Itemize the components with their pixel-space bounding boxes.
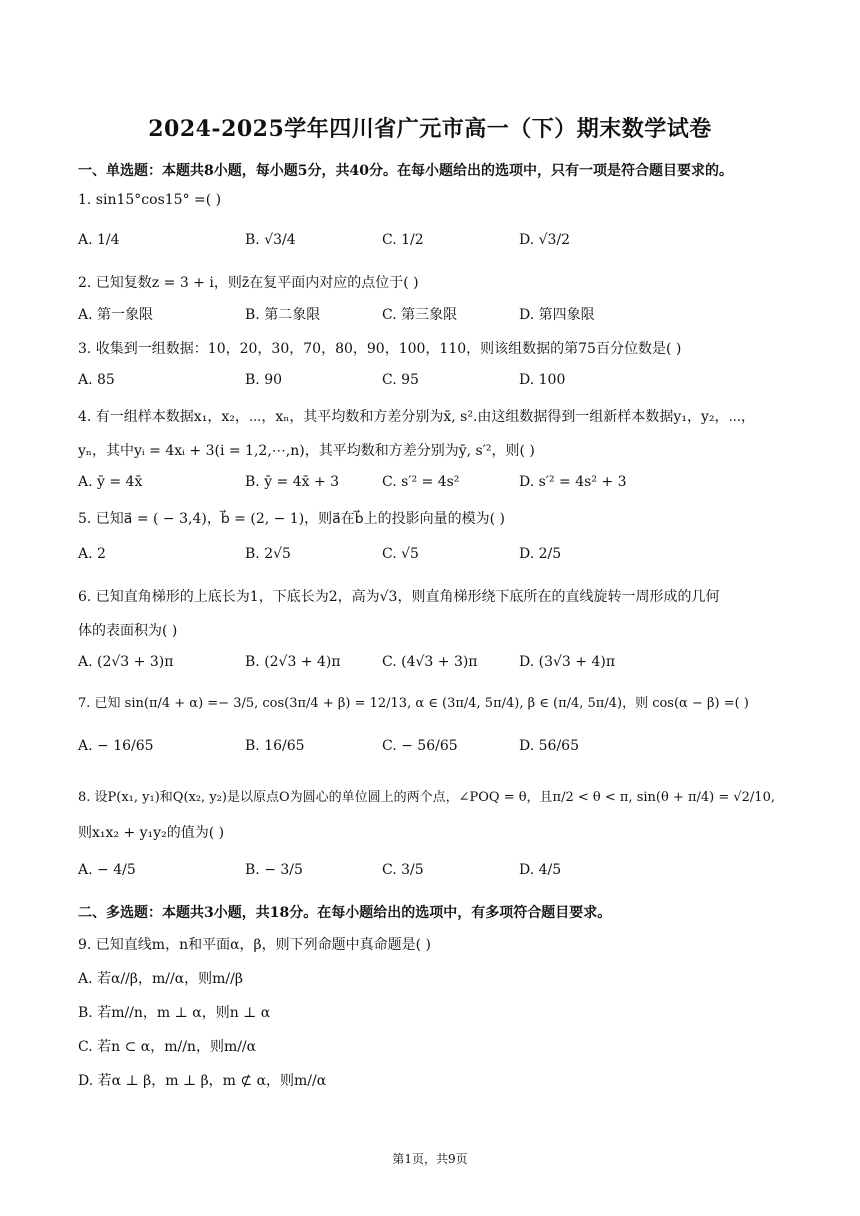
question-4-option-b: B. ȳ = 4x̄ + 3 bbox=[245, 474, 340, 490]
question-1-option-b: B. √3/4 bbox=[245, 232, 296, 248]
question-9-option-b: B. 若m//n，m ⊥ α，则n ⊥ α bbox=[78, 1005, 271, 1021]
page-footer: 第1页，共9页 bbox=[392, 1152, 468, 1166]
question-9-option-d: D. 若α ⊥ β，m ⊥ β，m ⊄ α，则m//α bbox=[78, 1073, 327, 1089]
question-2-option-b: B. 第二象限 bbox=[245, 307, 321, 323]
page-title: 2024-2025学年四川省广元市高一（下）期末数学试卷 bbox=[148, 116, 712, 142]
question-7-option-b: B. 16/65 bbox=[245, 738, 305, 754]
question-7-option-c: C. − 56/65 bbox=[382, 738, 458, 754]
question-1-option-a: A. 1/4 bbox=[78, 232, 120, 248]
question-1-option-d: D. √3/2 bbox=[519, 232, 571, 248]
question-3-option-a: A. 85 bbox=[78, 372, 115, 388]
question-3-option-c: C. 95 bbox=[382, 372, 419, 388]
question-3-stem: 3. 收集到一组数据：10，20，30，70，80，90，100，110，则该组数据的第75百分位数是( ) bbox=[78, 341, 682, 357]
question-8-option-a: A. − 4/5 bbox=[78, 862, 136, 878]
question-7-option-d: D. 56/65 bbox=[519, 738, 579, 754]
question-6-option-b: B. (2√3 + 4)π bbox=[245, 654, 341, 670]
question-2-option-d: D. 第四象限 bbox=[519, 307, 595, 323]
question-9-stem: 9. 已知直线m，n和平面α，β，则下列命题中真命题是( ) bbox=[78, 937, 432, 953]
question-6-stem-continued: 体的表面积为( ) bbox=[78, 623, 178, 639]
question-1-stem: 1. sin15°cos15° =( ) bbox=[78, 192, 222, 208]
question-4-option-d: D. s′² = 4s² + 3 bbox=[519, 474, 627, 490]
question-8-option-b: B. − 3/5 bbox=[245, 862, 303, 878]
question-8-stem: 8. 设P(x₁, y₁)和Q(x₂, y₂)是以原点O为圆心的单位圆上的两个点，∠POQ = θ，且π/2 < θ < π, sin(θ + π/4) = √2/10, bbox=[78, 790, 775, 805]
question-8-stem-continued: 则x₁x₂ + y₁y₂的值为( ) bbox=[78, 825, 225, 841]
section-heading-multiple-choice: 二、多选题：本题共3小题，共18分。在每小题给出的选项中，有多项符合题目要求。 bbox=[78, 905, 612, 921]
question-6-option-d: D. (3√3 + 4)π bbox=[519, 654, 616, 670]
question-5-stem: 5. 已知a⃗ = ( − 3,4)，b⃗ = (2, − 1)，则a⃗在b⃗上的投影向量的模为( ) bbox=[78, 511, 506, 527]
question-4-option-a: A. ȳ = 4x̄ bbox=[78, 474, 143, 490]
question-1-option-c: C. 1/2 bbox=[382, 232, 424, 248]
question-4-option-c: C. s′² = 4s² bbox=[382, 474, 460, 490]
question-5-option-d: D. 2/5 bbox=[519, 546, 562, 562]
question-4-stem-continued: yₙ，其中yᵢ = 4xᵢ + 3(i = 1,2,⋯,n)，其平均数和方差分别为ȳ, s′²，则( ) bbox=[78, 443, 535, 459]
question-3-option-b: B. 90 bbox=[245, 372, 283, 388]
question-8-option-d: D. 4/5 bbox=[519, 862, 562, 878]
question-6-stem: 6. 已知直角梯形的上底长为1，下底长为2，高为√3，则直角梯形绕下底所在的直线旋转一周形成的几何 bbox=[78, 589, 720, 605]
question-9-option-c: C. 若n ⊂ α，m//n，则m//α bbox=[78, 1039, 257, 1055]
question-6-option-a: A. (2√3 + 3)π bbox=[78, 654, 174, 670]
question-2-option-c: C. 第三象限 bbox=[382, 307, 458, 323]
question-3-option-d: D. 100 bbox=[519, 372, 566, 388]
question-5-option-b: B. 2√5 bbox=[245, 546, 291, 562]
question-7-stem: 7. 已知 sin(π/4 + α) =− 3/5, cos(3π/4 + β) = 12/13, α ∈ (3π/4, 5π/4), β ∈ (π/4, 5π/4)，则 cos(α − β) =( ) bbox=[78, 696, 749, 711]
question-4-stem: 4. 有一组样本数据x₁，x₂，⋯，xₙ，其平均数和方差分别为x̄, s².由这组数据得到一组新样本数据y₁，y₂，⋯， bbox=[78, 409, 756, 425]
question-5-option-c: C. √5 bbox=[382, 546, 419, 562]
question-2-option-a: A. 第一象限 bbox=[78, 307, 154, 323]
question-6-option-c: C. (4√3 + 3)π bbox=[382, 654, 478, 670]
section-heading-single-choice: 一、单选题：本题共8小题，每小题5分，共40分。在每小题给出的选项中，只有一项是符合题目要求的。 bbox=[78, 163, 733, 179]
question-7-option-a: A. − 16/65 bbox=[78, 738, 154, 754]
question-9-option-a: A. 若α//β，m//α，则m//β bbox=[78, 971, 243, 987]
question-8-option-c: C. 3/5 bbox=[382, 862, 424, 878]
question-5-option-a: A. 2 bbox=[78, 546, 106, 562]
question-2-stem: 2. 已知复数z = 3 + i，则z̄在复平面内对应的点位于( ) bbox=[78, 275, 419, 291]
